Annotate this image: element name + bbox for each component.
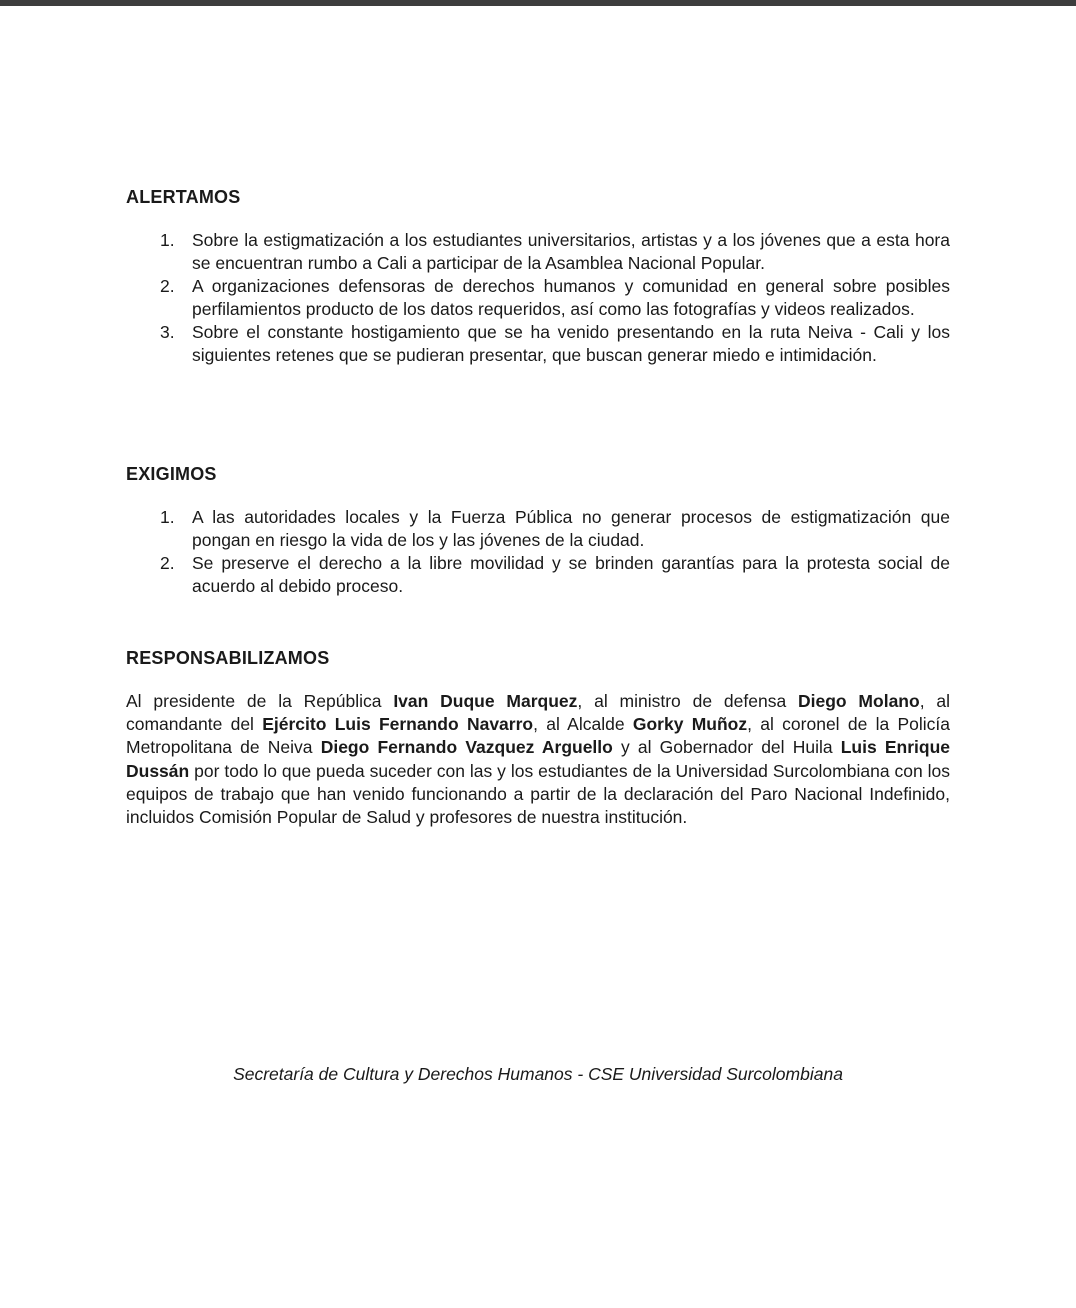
text-run: por todo lo que pueda suceder con las y los estudiantes de la Universidad Surcolombiana con los equipos de trabajo que han venido funcionando a partir de la declaración del Paro Nacional Indefinido, incluidos Comisión Popular de Salud y profesores de nuestra institución. — [126, 760, 950, 828]
list-item — [126, 321, 950, 367]
list-item-text: Sobre el constante hostigamiento que se ha venido presentando en la ruta Neiva - Cali y los siguientes retenes que se pudieran presentar, que buscan generar miedo e intimidación. — [192, 322, 950, 365]
section-responsabilizamos — [126, 646, 950, 829]
list-item — [126, 552, 950, 598]
list-item-number: 2. — [160, 553, 175, 573]
bold-name-president: Ivan Duque Marquez — [393, 691, 578, 711]
list-item-number: 1. — [160, 507, 175, 527]
heading-responsabilizamos: RESPONSABILIZAMOS — [126, 648, 330, 668]
text-run: , al Alcalde — [533, 714, 633, 735]
section-exigimos — [126, 462, 950, 598]
list-item-number: 3. — [160, 322, 175, 342]
text-run: Al presidente de la República — [126, 691, 394, 711]
list-item-number: 1. — [160, 230, 175, 250]
bold-name-mayor: Gorky Muñoz — [632, 714, 748, 735]
text-run: , al comandante del — [126, 691, 950, 735]
responsabilizamos-paragraph — [126, 690, 950, 829]
bold-name-army-commander: Ejército Luis Fernando Navarro — [262, 714, 534, 735]
alertamos-list — [126, 229, 950, 367]
section-alertamos — [126, 185, 950, 367]
list-item — [126, 506, 950, 552]
bold-name-minister: Diego Molano — [798, 691, 920, 711]
footer-signature: Secretaría de Cultura y Derechos Humanos - CSE Universidad Surcolombiana — [233, 1064, 843, 1084]
text-run: , al coronel de la Policía Metropolitana de Neiva — [126, 714, 951, 758]
list-item — [126, 229, 950, 275]
text-run: y al Gobernador del Huila — [612, 737, 841, 758]
list-item-number: 2. — [160, 276, 175, 296]
window-top-border — [0, 0, 1076, 6]
text-run: , al ministro de defensa — [577, 691, 798, 711]
heading-exigimos: EXIGIMOS — [126, 464, 217, 484]
bold-name-governor: Luis Enrique Dussán — [126, 737, 951, 781]
list-item-text: A las autoridades locales y la Fuerza Pública no generar procesos de estigmatización que pongan en riesgo la vida de los y las jóvenes de la ciudad. — [192, 507, 950, 550]
exigimos-list — [126, 506, 950, 598]
list-item-text: A organizaciones defensoras de derechos humanos y comunidad en general sobre posibles perfilamientos producto de los datos requeridos, así como las fotografías y videos realizados. — [192, 276, 950, 319]
bold-name-colonel: Diego Fernando Vazquez Arguello — [320, 737, 613, 758]
heading-alertamos: ALERTAMOS — [126, 187, 241, 207]
list-item-text: Sobre la estigmatización a los estudiantes universitarios, artistas y a los jóvenes que a esta hora se encuentran rumbo a Cali a participar de la Asamblea Nacional Popular. — [192, 230, 950, 273]
list-item — [126, 275, 950, 321]
list-item-text: Se preserve el derecho a la libre movilidad y se brinden garantías para la protesta social de acuerdo al debido proceso. — [192, 553, 950, 596]
